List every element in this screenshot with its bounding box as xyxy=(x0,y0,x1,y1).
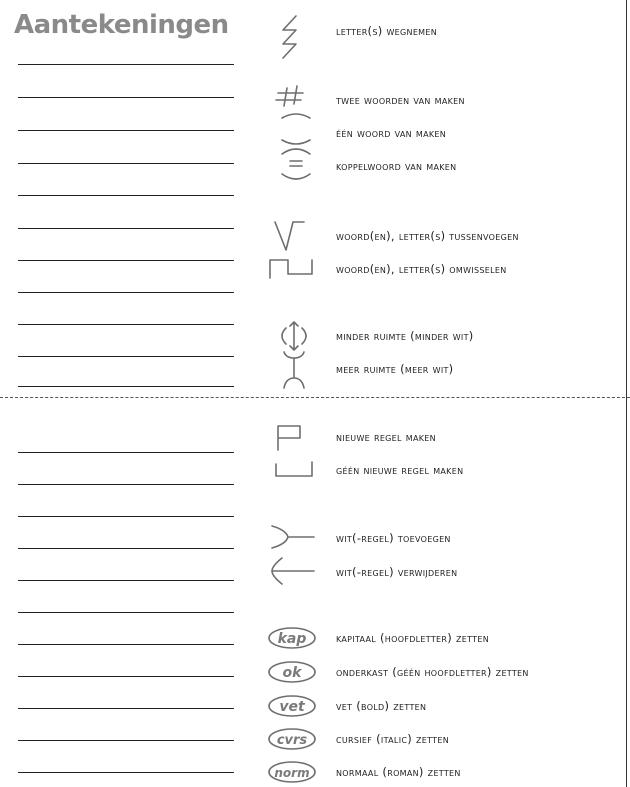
note-line[interactable] xyxy=(18,580,234,581)
note-line[interactable] xyxy=(18,130,234,131)
label-onderkast: onderkast (géén hoofdletter) zetten xyxy=(336,665,529,679)
note-line[interactable] xyxy=(18,64,234,65)
note-line[interactable] xyxy=(18,195,234,196)
run-on-icon xyxy=(266,456,318,484)
note-line[interactable] xyxy=(18,228,234,229)
label-cursief: cursief (italic) zetten xyxy=(336,732,449,746)
label-new-line: nieuwe regel maken xyxy=(336,430,436,444)
close-up-icon xyxy=(266,112,318,146)
label-delete: letter(s) wegnemen xyxy=(336,24,438,38)
label-vet: vet (bold) zetten xyxy=(336,699,427,713)
label-remove-whiteline: wit(-regel) verwijderen xyxy=(336,565,458,579)
label-hyphen: koppelwoord van maken xyxy=(336,159,457,173)
insert-caret-icon xyxy=(266,218,318,254)
note-line[interactable] xyxy=(18,163,234,164)
svg-text:kap: kap xyxy=(277,631,307,647)
note-line[interactable] xyxy=(18,548,234,549)
label-more-space: meer ruimte (meer wit) xyxy=(336,362,454,376)
label-add-whiteline: wit(-regel) toevoegen xyxy=(336,531,451,545)
note-line[interactable] xyxy=(18,324,234,325)
svg-text:vet: vet xyxy=(279,699,305,715)
note-line[interactable] xyxy=(18,644,234,645)
note-line[interactable] xyxy=(18,676,234,677)
dashed-cut-line xyxy=(0,397,630,398)
add-whiteline-icon xyxy=(266,522,318,552)
cvrs-badge-icon xyxy=(268,728,316,750)
note-line[interactable] xyxy=(18,516,234,517)
note-line[interactable] xyxy=(18,612,234,613)
label-normaal: normaal (roman) zetten xyxy=(336,765,461,779)
new-line-icon xyxy=(266,422,318,454)
note-line[interactable] xyxy=(18,484,234,485)
label-close-up: één woord van maken xyxy=(336,126,447,140)
hyphen-icon xyxy=(266,144,318,182)
note-line[interactable] xyxy=(18,97,234,98)
note-line[interactable] xyxy=(18,386,234,387)
transpose-icon xyxy=(266,252,318,282)
label-less-space: minder ruimte (minder wit) xyxy=(336,329,474,343)
label-insert: woord(en), letter(s) tussenvoegen xyxy=(336,229,519,243)
note-line[interactable] xyxy=(18,356,234,357)
note-line[interactable] xyxy=(18,772,234,773)
svg-text:norm: norm xyxy=(274,766,310,780)
svg-text:ok: ok xyxy=(282,665,302,681)
kap-badge-icon xyxy=(268,627,316,649)
label-kapitaal: kapitaal (hoofdletter) zetten xyxy=(336,631,489,645)
ok-badge-icon xyxy=(268,661,316,683)
note-line[interactable] xyxy=(18,260,234,261)
label-run-on: géén nieuwe regel maken xyxy=(336,463,464,477)
note-line[interactable] xyxy=(18,740,234,741)
more-space-icon xyxy=(266,348,318,390)
page-title: Aantekeningen xyxy=(14,10,229,40)
norm-badge-icon xyxy=(268,761,316,783)
remove-whiteline-icon xyxy=(266,554,318,588)
note-line[interactable] xyxy=(18,452,234,453)
delete-mark-icon xyxy=(266,14,318,58)
label-transpose: woord(en), letter(s) omwisselen xyxy=(336,262,507,276)
note-line[interactable] xyxy=(18,292,234,293)
svg-text:cvrs: cvrs xyxy=(276,733,308,748)
label-space-insert: twee woorden van maken xyxy=(336,93,465,107)
vet-badge-icon xyxy=(268,695,316,717)
note-line[interactable] xyxy=(18,708,234,709)
right-border xyxy=(626,0,627,787)
space-insert-icon xyxy=(266,82,318,112)
